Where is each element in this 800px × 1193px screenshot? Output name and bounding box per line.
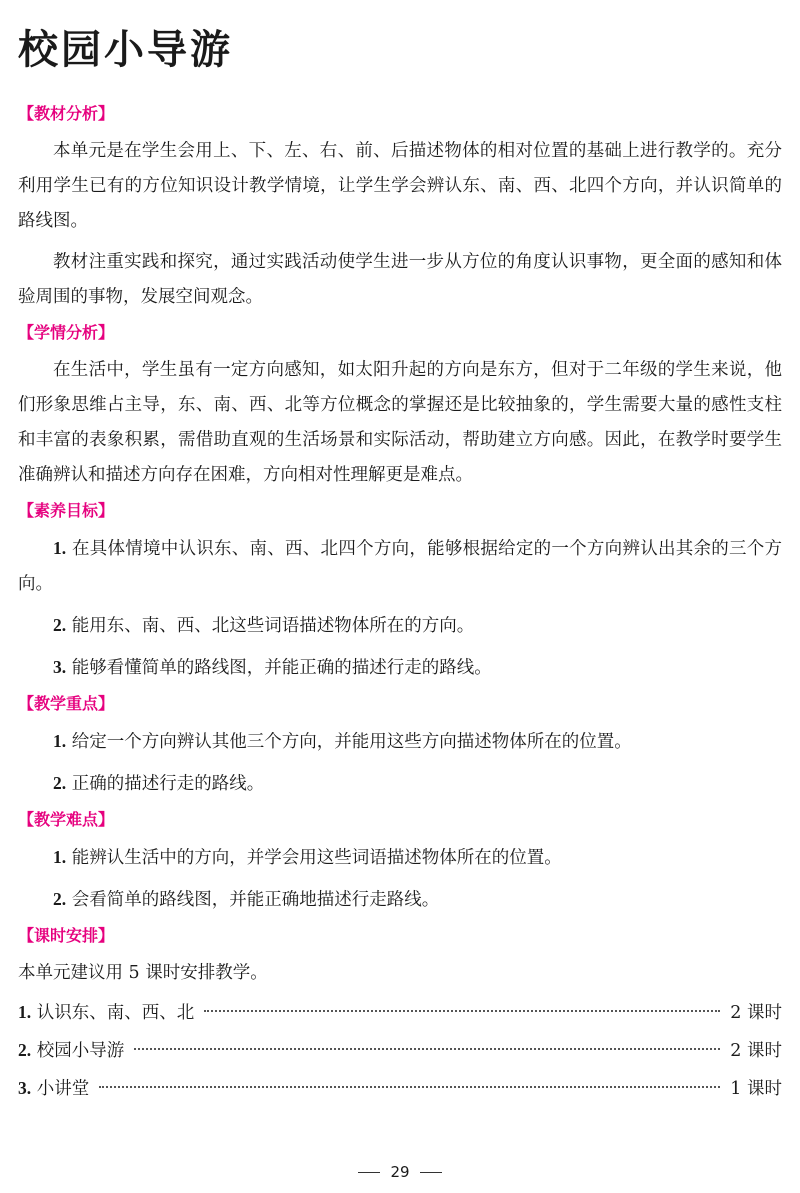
goal-text: 能够看懂简单的路线图，并能正确的描述行走的路线。 [71, 658, 492, 678]
goal-num: 1. [53, 538, 67, 558]
goal-text: 能用东、南、西、北这些词语描述物体所在的方向。 [71, 616, 475, 636]
key-point-text: 正确的描述行走的路线。 [71, 774, 265, 794]
key-point-num: 2. [53, 773, 67, 793]
difficulty-num: 2. [53, 889, 67, 909]
page-title: 校园小导游 [18, 27, 233, 73]
key-point-num: 1. [53, 731, 67, 751]
schedule-hours: 2 课时 [730, 1041, 782, 1061]
difficulty-text: 会看简单的路线图，并能正确地描述行走路线。 [71, 890, 440, 910]
schedule-num: 3. [18, 1078, 32, 1098]
schedule-num: 1. [18, 1002, 32, 1022]
heading-schedule: 【课时安排】 [18, 926, 115, 945]
schedule-hours: 2 课时 [730, 1003, 782, 1023]
goal-text: 在具体情境中认识东、南、西、北四个方向，能够根据给定的一个方向辨认出其余的三个方向。 [18, 539, 782, 594]
difficulty-item [18, 840, 782, 876]
footer-rule-left [358, 1172, 380, 1173]
schedule-label: 校园小导游 [36, 1041, 125, 1061]
materials-paragraph-2: 教材注重实践和探究，通过实践活动使学生进一步从方位的角度认识事物，更全面的感知和体验周围的事物，发展空间观念。 [18, 252, 782, 307]
heading-students: 【学情分析】 [18, 323, 115, 342]
difficulty-num: 1. [53, 847, 67, 867]
schedule-hours: 1 课时 [730, 1079, 782, 1099]
schedule-label: 小讲堂 [36, 1079, 90, 1099]
page-footer [0, 1163, 800, 1181]
page-number: 29 [390, 1163, 410, 1181]
students-paragraph: 在生活中，学生虽有一定方向感知，如太阳升起的方向是东方，但对于二年级的学生来说，他们形象思维占主导，东、南、西、北等方位概念的掌握还是比较抽象的，学生需要大量的感性支柱和丰富的表象积累，需借助直观的生活场景和实际活动，帮助建立方向感。因此，在教学时要学生准确辨认和描述方向存在困难，方向相对性理解更是难点。 [18, 360, 782, 485]
heading-goals: 【素养目标】 [18, 501, 115, 520]
schedule-label: 认识东、南、西、北 [36, 1003, 195, 1023]
key-point-item [18, 766, 782, 802]
goal-num: 2. [53, 615, 67, 635]
difficulty-text: 能辨认生活中的方向，并学会用这些词语描述物体所在的位置。 [71, 848, 562, 868]
heading-materials: 【教材分析】 [18, 104, 115, 123]
goal-item [18, 650, 782, 686]
dot-leader [99, 1086, 720, 1088]
dot-leader [204, 1010, 720, 1012]
key-point-text: 给定一个方向辨认其他三个方向，并能用这些方向描述物体所在的位置。 [71, 732, 632, 752]
schedule-row [18, 1071, 782, 1107]
schedule-row [18, 995, 782, 1031]
key-point-item [18, 724, 782, 760]
schedule-intro: 本单元建议用 5 课时安排教学。 [18, 963, 268, 983]
goal-item [18, 608, 782, 644]
difficulty-item [18, 882, 782, 918]
heading-key-points: 【教学重点】 [18, 694, 115, 713]
footer-rule-right [420, 1172, 442, 1173]
schedule-list [18, 995, 782, 1107]
materials-paragraph-1: 本单元是在学生会用上、下、左、右、前、后描述物体的相对位置的基础上进行教学的。充分利用学生已有的方位知识设计教学情境，让学生学会辨认东、南、西、北四个方向，并认识简单的路线图。 [18, 141, 782, 231]
heading-difficulties: 【教学难点】 [18, 810, 115, 829]
goal-num: 3. [53, 657, 67, 677]
goal-item [18, 531, 782, 602]
schedule-row [18, 1033, 782, 1069]
dot-leader [134, 1048, 720, 1050]
schedule-num: 2. [18, 1040, 32, 1060]
